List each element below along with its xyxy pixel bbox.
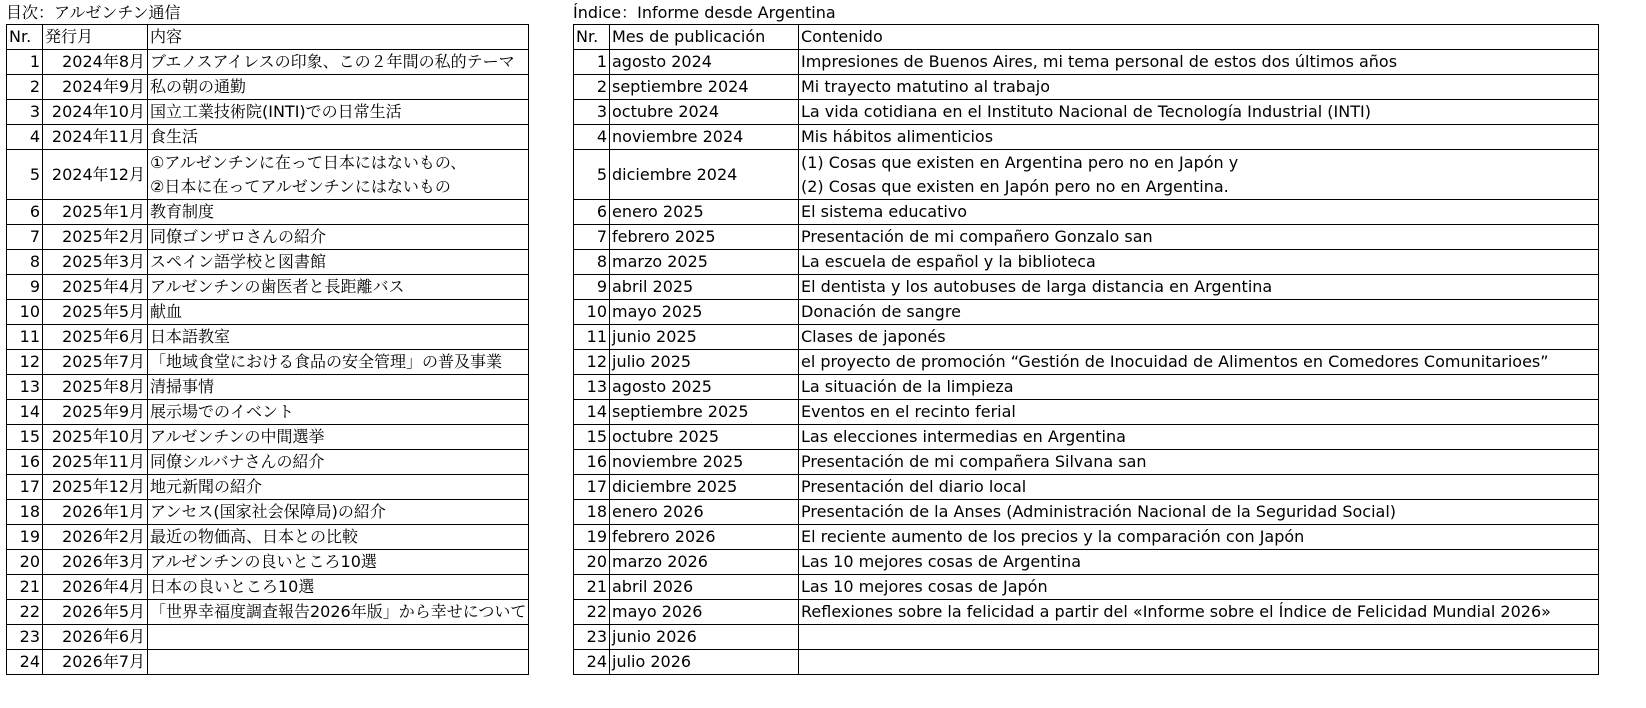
publication-month: 2024年12月 <box>43 150 148 200</box>
row-number: 21 <box>574 575 610 600</box>
content-line: La escuela de español y la biblioteca <box>801 252 1096 271</box>
japanese-index-table <box>6 24 529 675</box>
row-number: 7 <box>574 225 610 250</box>
content-cell <box>148 125 529 150</box>
content-cell <box>799 300 1599 325</box>
publication-month: octubre 2024 <box>610 100 799 125</box>
content-line: 最近の物価高、日本との比較 <box>150 527 359 546</box>
content-cell <box>799 625 1599 650</box>
spanish-index-body <box>574 50 1599 675</box>
publication-month: diciembre 2024 <box>610 150 799 200</box>
header-month: Mes de publicación <box>610 25 799 50</box>
table-row <box>7 600 529 625</box>
row-number: 5 <box>7 150 43 200</box>
row-number: 22 <box>7 600 43 625</box>
table-row <box>574 425 1599 450</box>
content-line: Eventos en el recinto ferial <box>801 402 1016 421</box>
table-header-row <box>574 25 1599 50</box>
table-row <box>7 250 529 275</box>
header-content: Contenido <box>799 25 1599 50</box>
row-number: 22 <box>574 600 610 625</box>
publication-month: febrero 2026 <box>610 525 799 550</box>
publication-month: enero 2025 <box>610 200 799 225</box>
table-row <box>7 375 529 400</box>
row-number: 10 <box>574 300 610 325</box>
row-number: 2 <box>7 75 43 100</box>
publication-month: 2026年5月 <box>43 600 148 625</box>
publication-month: septiembre 2024 <box>610 75 799 100</box>
table-row <box>574 325 1599 350</box>
content-cell <box>148 625 529 650</box>
row-number: 18 <box>7 500 43 525</box>
publication-month: junio 2025 <box>610 325 799 350</box>
content-line: (1) Cosas que existen en Argentina pero no en Japón y <box>801 152 1239 172</box>
row-number: 15 <box>574 425 610 450</box>
table-row <box>574 450 1599 475</box>
content-line: アルゼンチンの良いところ10選 <box>150 552 377 571</box>
content-cell <box>799 275 1599 300</box>
content-cell <box>799 50 1599 75</box>
row-number: 14 <box>7 400 43 425</box>
table-row <box>574 600 1599 625</box>
table-row <box>7 200 529 225</box>
content-cell <box>799 325 1599 350</box>
content-line: (2) Cosas que existen en Japón pero no en Argentina. <box>801 176 1229 196</box>
table-row <box>574 500 1599 525</box>
publication-month: 2026年3月 <box>43 550 148 575</box>
row-number: 6 <box>7 200 43 225</box>
publication-month: 2025年3月 <box>43 250 148 275</box>
content-line: 同僚シルバナさんの紹介 <box>150 452 325 471</box>
publication-month: 2025年2月 <box>43 225 148 250</box>
publication-month: noviembre 2024 <box>610 125 799 150</box>
row-number: 10 <box>7 300 43 325</box>
row-number: 4 <box>7 125 43 150</box>
content-line: Las 10 mejores cosas de Japón <box>801 577 1048 596</box>
row-number: 3 <box>7 100 43 125</box>
content-cell <box>148 600 529 625</box>
table-row <box>7 650 529 675</box>
content-line: 清掃事情 <box>150 377 215 396</box>
table-row <box>7 425 529 450</box>
content-line: Las 10 mejores cosas de Argentina <box>801 552 1082 571</box>
row-number: 13 <box>574 375 610 400</box>
content-line: El sistema educativo <box>801 202 968 221</box>
content-cell <box>148 275 529 300</box>
publication-month: abril 2026 <box>610 575 799 600</box>
table-row <box>574 100 1599 125</box>
header-content: 内容 <box>148 25 529 50</box>
row-number: 2 <box>574 75 610 100</box>
table-row <box>7 125 529 150</box>
table-row <box>7 575 529 600</box>
content-cell <box>148 75 529 100</box>
content-line: Donación de sangre <box>801 302 961 321</box>
row-number: 6 <box>574 200 610 225</box>
content-line: Clases de japonés <box>801 327 946 346</box>
row-number: 19 <box>7 525 43 550</box>
content-cell <box>799 500 1599 525</box>
row-number: 19 <box>574 525 610 550</box>
publication-month: 2025年5月 <box>43 300 148 325</box>
table-row <box>574 50 1599 75</box>
publication-month: 2025年1月 <box>43 200 148 225</box>
content-line: スペイン語学校と図書館 <box>150 252 327 271</box>
publication-month: 2026年2月 <box>43 525 148 550</box>
header-nr: Nr. <box>574 25 610 50</box>
table-row <box>574 250 1599 275</box>
publication-month: 2024年11月 <box>43 125 148 150</box>
content-cell <box>799 550 1599 575</box>
content-line: 教育制度 <box>150 202 215 221</box>
publication-month: julio 2026 <box>610 650 799 675</box>
table-row <box>7 150 529 200</box>
publication-month: agosto 2024 <box>610 50 799 75</box>
content-cell <box>148 300 529 325</box>
row-number: 7 <box>7 225 43 250</box>
row-number: 11 <box>7 325 43 350</box>
table-row <box>7 50 529 75</box>
row-number: 20 <box>7 550 43 575</box>
table-row <box>7 625 529 650</box>
row-number: 24 <box>574 650 610 675</box>
table-row <box>7 450 529 475</box>
row-number: 24 <box>7 650 43 675</box>
content-line: 国立工業技術院(INTI)での日常生活 <box>150 102 402 121</box>
table-row <box>574 300 1599 325</box>
content-cell <box>799 375 1599 400</box>
row-number: 14 <box>574 400 610 425</box>
publication-month: septiembre 2025 <box>610 400 799 425</box>
content-cell <box>799 125 1599 150</box>
content-line: 献血 <box>150 302 183 321</box>
content-cell <box>799 150 1599 200</box>
table-row <box>574 525 1599 550</box>
row-number: 12 <box>574 350 610 375</box>
content-line: 同僚ゴンザロさんの紹介 <box>150 227 327 246</box>
content-line: La situación de la limpieza <box>801 377 1014 396</box>
japanese-index-body <box>7 50 529 675</box>
header-nr: Nr. <box>7 25 43 50</box>
row-number: 8 <box>7 250 43 275</box>
publication-month: 2026年4月 <box>43 575 148 600</box>
table-row <box>574 650 1599 675</box>
publication-month: agosto 2025 <box>610 375 799 400</box>
publication-month: junio 2026 <box>610 625 799 650</box>
content-line: アンセス(国家社会保障局)の紹介 <box>150 502 386 521</box>
row-number: 9 <box>574 275 610 300</box>
content-cell <box>799 450 1599 475</box>
content-cell <box>799 400 1599 425</box>
row-number: 23 <box>574 625 610 650</box>
table-row <box>7 500 529 525</box>
content-line: 展示場でのイベント <box>150 402 295 421</box>
publication-month: 2025年9月 <box>43 400 148 425</box>
row-number: 13 <box>7 375 43 400</box>
row-number: 16 <box>574 450 610 475</box>
table-row <box>574 275 1599 300</box>
content-line: Presentación del diario local <box>801 477 1027 496</box>
table-row <box>7 475 529 500</box>
table-row <box>7 75 529 100</box>
content-cell <box>799 100 1599 125</box>
publication-month: 2024年8月 <box>43 50 148 75</box>
content-cell <box>148 500 529 525</box>
table-row <box>574 400 1599 425</box>
row-number: 9 <box>7 275 43 300</box>
publication-month: marzo 2026 <box>610 550 799 575</box>
content-line: 食生活 <box>150 127 199 146</box>
content-cell <box>799 350 1599 375</box>
content-cell <box>148 350 529 375</box>
table-row <box>574 125 1599 150</box>
table-row <box>574 575 1599 600</box>
content-cell <box>148 250 529 275</box>
content-cell <box>799 575 1599 600</box>
japanese-index-block <box>6 2 529 675</box>
content-line: 日本語教室 <box>150 327 231 346</box>
table-row <box>7 225 529 250</box>
row-number: 11 <box>574 325 610 350</box>
content-cell <box>799 425 1599 450</box>
table-row <box>574 475 1599 500</box>
row-number: 5 <box>574 150 610 200</box>
publication-month: 2025年4月 <box>43 275 148 300</box>
publication-month: 2026年1月 <box>43 500 148 525</box>
content-cell <box>799 225 1599 250</box>
content-line: 地元新聞の紹介 <box>150 477 263 496</box>
row-number: 16 <box>7 450 43 475</box>
content-line: El reciente aumento de los precios y la comparación con Japón <box>801 527 1305 546</box>
publication-month: enero 2026 <box>610 500 799 525</box>
content-line: La vida cotidiana en el Instituto Nacional de Tecnología Industrial (INTI) <box>801 102 1371 121</box>
row-number: 21 <box>7 575 43 600</box>
table-row <box>7 550 529 575</box>
table-row <box>7 350 529 375</box>
row-number: 1 <box>7 50 43 75</box>
content-line: ②日本に在ってアルゼンチンにはないもの <box>150 176 451 196</box>
content-cell <box>799 250 1599 275</box>
content-line: 日本の良いところ10選 <box>150 577 315 596</box>
content-line: Presentación de la Anses (Administración Nacional de la Seguridad Social) <box>801 502 1397 521</box>
publication-month: 2025年11月 <box>43 450 148 475</box>
content-line: Presentación de mi compañera Silvana san <box>801 452 1147 471</box>
content-cell <box>799 200 1599 225</box>
table-row <box>574 625 1599 650</box>
publication-month: mayo 2025 <box>610 300 799 325</box>
table-row <box>574 550 1599 575</box>
content-cell <box>799 650 1599 675</box>
content-line: Mis hábitos alimenticios <box>801 127 994 146</box>
publication-month: 2024年10月 <box>43 100 148 125</box>
content-line: 私の朝の通勤 <box>150 77 247 96</box>
table-row <box>7 525 529 550</box>
content-line: Presentación de mi compañero Gonzalo san <box>801 227 1153 246</box>
content-line: 「世界幸福度調査報告2026年版」から幸せについて <box>150 602 527 621</box>
table-row <box>574 200 1599 225</box>
publication-month: 2025年8月 <box>43 375 148 400</box>
spanish-index-table <box>573 24 1599 675</box>
publication-month: 2025年12月 <box>43 475 148 500</box>
publication-month: 2025年7月 <box>43 350 148 375</box>
row-number: 4 <box>574 125 610 150</box>
row-number: 17 <box>7 475 43 500</box>
content-cell <box>148 400 529 425</box>
row-number: 3 <box>574 100 610 125</box>
content-line: Impresiones de Buenos Aires, mi tema personal de estos dos últimos años <box>801 52 1398 71</box>
content-cell <box>148 475 529 500</box>
content-cell <box>148 450 529 475</box>
row-number: 23 <box>7 625 43 650</box>
spanish-index-block <box>573 2 1599 675</box>
content-cell <box>148 50 529 75</box>
content-cell <box>148 100 529 125</box>
content-line: Reflexiones sobre la felicidad a partir del «Informe sobre el Índice de Felicidad Mundial 2026» <box>801 602 1551 621</box>
content-line: Las elecciones intermedias en Argentina <box>801 427 1126 446</box>
content-cell <box>148 325 529 350</box>
publication-month: marzo 2025 <box>610 250 799 275</box>
content-cell <box>148 425 529 450</box>
content-cell <box>799 475 1599 500</box>
content-line: ①アルゼンチンに在って日本にはないもの、 <box>150 152 467 172</box>
row-number: 1 <box>574 50 610 75</box>
publication-month: 2026年7月 <box>43 650 148 675</box>
publication-month: 2025年10月 <box>43 425 148 450</box>
publication-month: diciembre 2025 <box>610 475 799 500</box>
row-number: 15 <box>7 425 43 450</box>
row-number: 20 <box>574 550 610 575</box>
content-cell <box>148 525 529 550</box>
table-row <box>7 275 529 300</box>
publication-month: abril 2025 <box>610 275 799 300</box>
table-row <box>574 375 1599 400</box>
publication-month: 2025年6月 <box>43 325 148 350</box>
content-line: El dentista y los autobuses de larga distancia en Argentina <box>801 277 1273 296</box>
publication-month: febrero 2025 <box>610 225 799 250</box>
content-line: 「地域食堂における食品の安全管理」の普及事業 <box>150 352 503 371</box>
row-number: 8 <box>574 250 610 275</box>
content-cell <box>799 75 1599 100</box>
publication-month: 2026年6月 <box>43 625 148 650</box>
content-line: ブエノスアイレスの印象、この２年間の私的テーマ <box>150 52 515 71</box>
table-row <box>574 225 1599 250</box>
content-cell <box>148 225 529 250</box>
row-number: 18 <box>574 500 610 525</box>
japanese-index-title: 目次：アルゼンチン通信 <box>6 3 181 22</box>
content-cell <box>148 200 529 225</box>
content-cell <box>148 375 529 400</box>
spanish-index-title: Índice：Informe desde Argentina <box>573 3 836 22</box>
content-line: アルゼンチンの中間選挙 <box>150 427 325 446</box>
content-line: アルゼンチンの歯医者と長距離バス <box>150 277 405 296</box>
publication-month: mayo 2026 <box>610 600 799 625</box>
row-number: 12 <box>7 350 43 375</box>
table-row <box>7 400 529 425</box>
row-number: 17 <box>574 475 610 500</box>
content-cell <box>148 150 529 200</box>
table-row <box>7 325 529 350</box>
content-line: Mi trayecto matutino al trabajo <box>801 77 1050 96</box>
publication-month: octubre 2025 <box>610 425 799 450</box>
publication-month: noviembre 2025 <box>610 450 799 475</box>
header-month: 発行月 <box>43 25 148 50</box>
table-row <box>7 100 529 125</box>
table-row <box>574 75 1599 100</box>
content-line: el proyecto de promoción “Gestión de Inocuidad de Alimentos en Comedores Comunitarioes” <box>801 352 1549 371</box>
content-cell <box>799 600 1599 625</box>
publication-month: julio 2025 <box>610 350 799 375</box>
content-cell <box>148 650 529 675</box>
content-cell <box>148 550 529 575</box>
table-header-row <box>7 25 529 50</box>
content-cell <box>148 575 529 600</box>
table-row <box>7 300 529 325</box>
publication-month: 2024年9月 <box>43 75 148 100</box>
table-row <box>574 350 1599 375</box>
table-row <box>574 150 1599 200</box>
content-cell <box>799 525 1599 550</box>
